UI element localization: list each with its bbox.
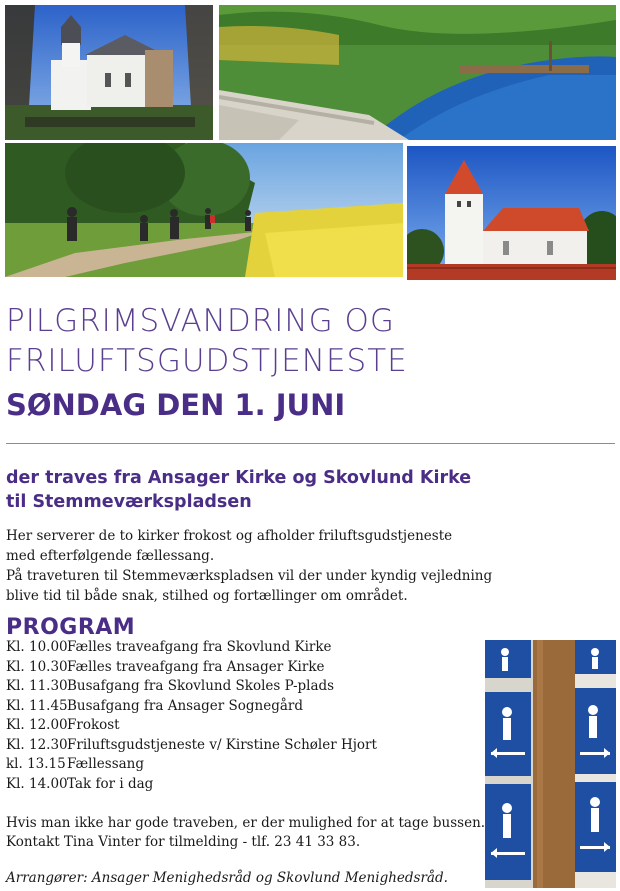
schedule-time: Kl. 11.45 (6, 697, 68, 714)
event-date: SØNDAG DEN 1. JUNI (6, 388, 346, 422)
river-photo (219, 5, 616, 140)
schedule-text: Frokost (67, 717, 120, 733)
subtitle-line-2: til Stemmeværkspladsen (6, 492, 252, 512)
schedule-text: Busafgang fra Ansager Sognegård (67, 697, 303, 714)
schedule-text: Fælles traveafgang fra Skovlund Kirke (67, 639, 332, 655)
bus-note: Hvis man ikke har gode traveben, er der mulighed for at tage bussen. (6, 815, 486, 831)
title-line-2: FRILUFTSGUDSTJENESTE (6, 343, 408, 379)
schedule-item (6, 659, 481, 679)
schedule-item (6, 756, 481, 776)
program-schedule (6, 639, 481, 795)
red-roof-church-photo (407, 146, 616, 280)
schedule-text: Tak for i dag (67, 775, 154, 792)
schedule-item (6, 776, 481, 796)
contact-note: Kontakt Tina Vinter for tilmelding - tlf. 23 41 33 83. (6, 834, 361, 850)
title-line-1: PILGRIMSVANDRING OG (6, 303, 395, 339)
schedule-time: kl. 13.15 (6, 756, 66, 772)
pilgrims-walking-photo (5, 143, 403, 277)
church-photo (5, 5, 213, 140)
schedule-text: Fælles traveafgang fra Ansager Kirke (67, 658, 325, 675)
intro-line: med efterfølgende fællessang. (6, 548, 215, 564)
intro-line: Her serverer de to kirker frokost og afholder friluftsgudstjeneste (6, 528, 453, 544)
divider (6, 443, 615, 444)
trail-signpost-photo (485, 640, 616, 888)
schedule-time: Kl. 10.30 (6, 658, 68, 675)
schedule-item (6, 737, 481, 757)
schedule-time: Kl. 12.00 (6, 717, 68, 733)
schedule-item (6, 717, 481, 737)
schedule-time: Kl. 14.00 (6, 775, 68, 792)
schedule-time: Kl. 10.00 (6, 639, 68, 655)
schedule-text: Fællessang (67, 756, 145, 772)
schedule-item (6, 678, 481, 698)
program-heading: PROGRAM (6, 615, 136, 640)
schedule-text: Friluftsgudstjeneste v/ Kirstine Schøler Hjort (67, 736, 377, 753)
schedule-item (6, 698, 481, 718)
schedule-item (6, 639, 481, 659)
organizers: Arrangører: Ansager Menighedsråd og Skovlund Menighedsråd. (6, 870, 448, 886)
schedule-time: Kl. 12.30 (6, 736, 68, 753)
subtitle-line-1: der traves fra Ansager Kirke og Skovlund Kirke (6, 468, 472, 488)
schedule-text: Busafgang fra Skovlund Skoles P-plads (67, 678, 335, 694)
schedule-time: Kl. 11.30 (6, 678, 68, 694)
intro-line: blive tid til både snak, stilhed og fortællinger om området. (6, 588, 408, 604)
intro-line: På traveturen til Stemmeværkspladsen vil der under kyndig vejledning (6, 568, 493, 584)
